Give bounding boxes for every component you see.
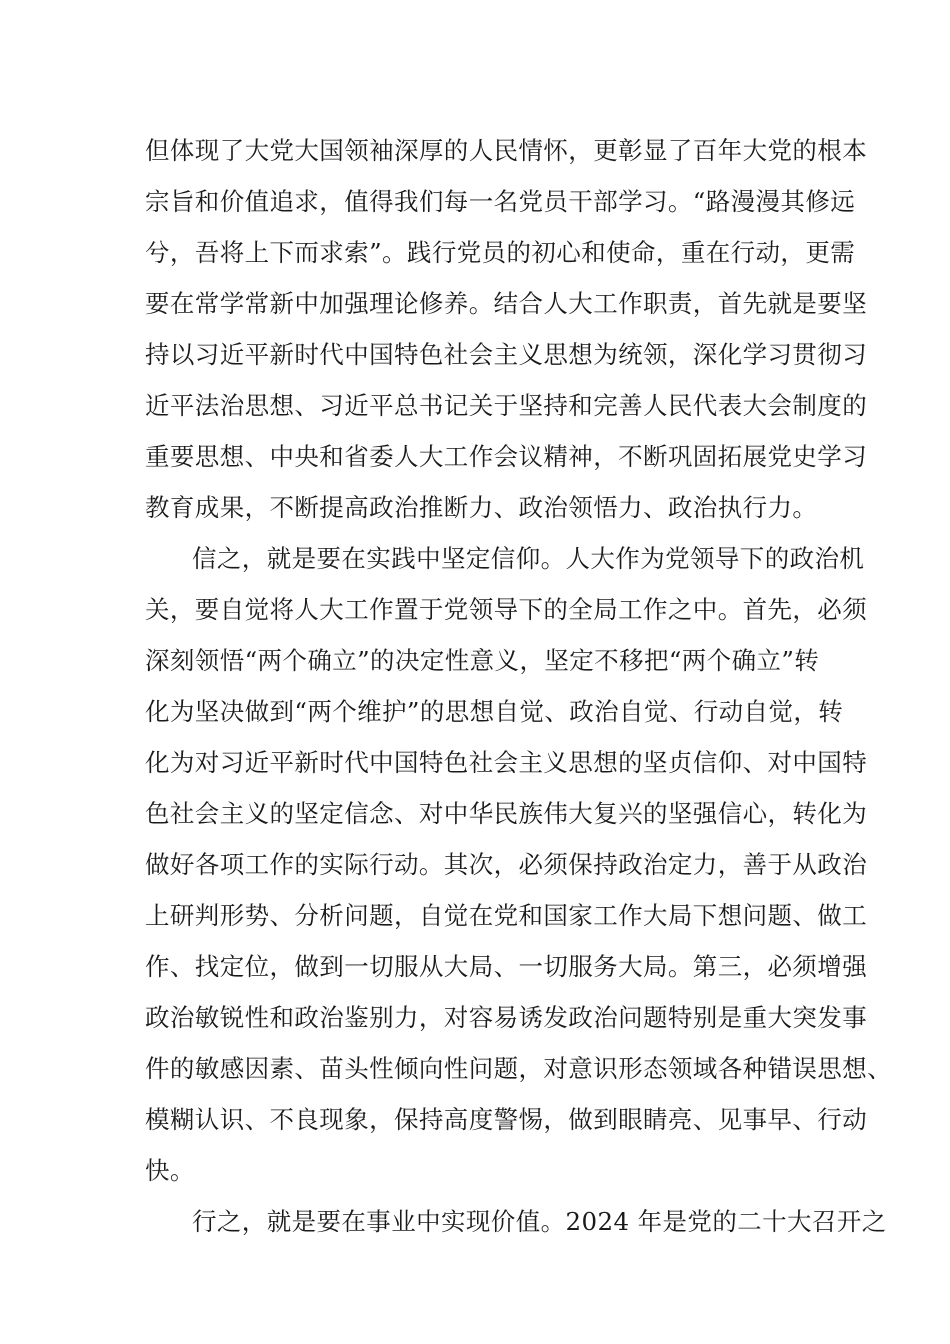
text-line: 化为坚决做到“两个维护”的思想自觉、政治自觉、行动自觉，转	[145, 697, 844, 726]
text-line: 政治敏锐性和政治鉴别力，对容易诱发政治问题特别是重大突发事	[145, 1003, 868, 1032]
text-line: 教育成果，不断提高政治推断力、政治领悟力、政治执行力。	[145, 493, 818, 522]
text-line: 持以习近平新时代中国特色社会主义思想为统领，深化学习贯彻习	[145, 340, 868, 369]
paragraph-first-line: 信之，就是要在实践中坚定信仰。人大作为党领导下的政治机	[192, 544, 865, 573]
text-line: 近平法治思想、习近平总书记关于坚持和完善人民代表大会制度的	[145, 391, 868, 420]
text-line: 深刻领悟“两个确立”的决定性意义，坚定不移把“两个确立”转	[145, 646, 820, 675]
text-line: 快。	[145, 1156, 195, 1185]
text-line: 化为对习近平新时代中国特色社会主义思想的坚贞信仰、对中国特	[145, 748, 868, 777]
text-line: 关，要自觉将人大工作置于党领导下的全局工作之中。首先，必须	[145, 595, 868, 624]
paragraph-first-line: 行之，就是要在事业中实现价值。2024 年是党的二十大召开之	[192, 1207, 887, 1236]
text-line: 要在常学常新中加强理论修养。结合人大工作职责，首先就是要坚	[145, 289, 868, 318]
text-line: 色社会主义的坚定信念、对中华民族伟大复兴的坚强信心，转化为	[145, 799, 868, 828]
text-line: 模糊认识、不良现象，保持高度警惕，做到眼睛亮、见事早、行动	[145, 1105, 868, 1134]
text-line: 兮，吾将上下而求索”。践行党员的初心和使命，重在行动，更需	[145, 238, 856, 267]
text-line: 件的敏感因素、苗头性倾向性问题，对意识形态领域各种错误思想、	[145, 1054, 892, 1083]
text-line: 上研判形势、分析问题，自觉在党和国家工作大局下想问题、做工	[145, 901, 868, 930]
text-line: 做好各项工作的实际行动。其次，必须保持政治定力，善于从政治	[145, 850, 868, 879]
text-line: 但体现了大党大国领袖深厚的人民情怀，更彰显了百年大党的根本	[145, 136, 868, 165]
text-line: 作、找定位，做到一切服从大局、一切服务大局。第三，必须增强	[145, 952, 868, 981]
text-line: 宗旨和价值追求，值得我们每一名党员干部学习。“路漫漫其修远	[145, 187, 856, 216]
text-line: 重要思想、中央和省委人大工作会议精神，不断巩固拓展党史学习	[145, 442, 868, 471]
